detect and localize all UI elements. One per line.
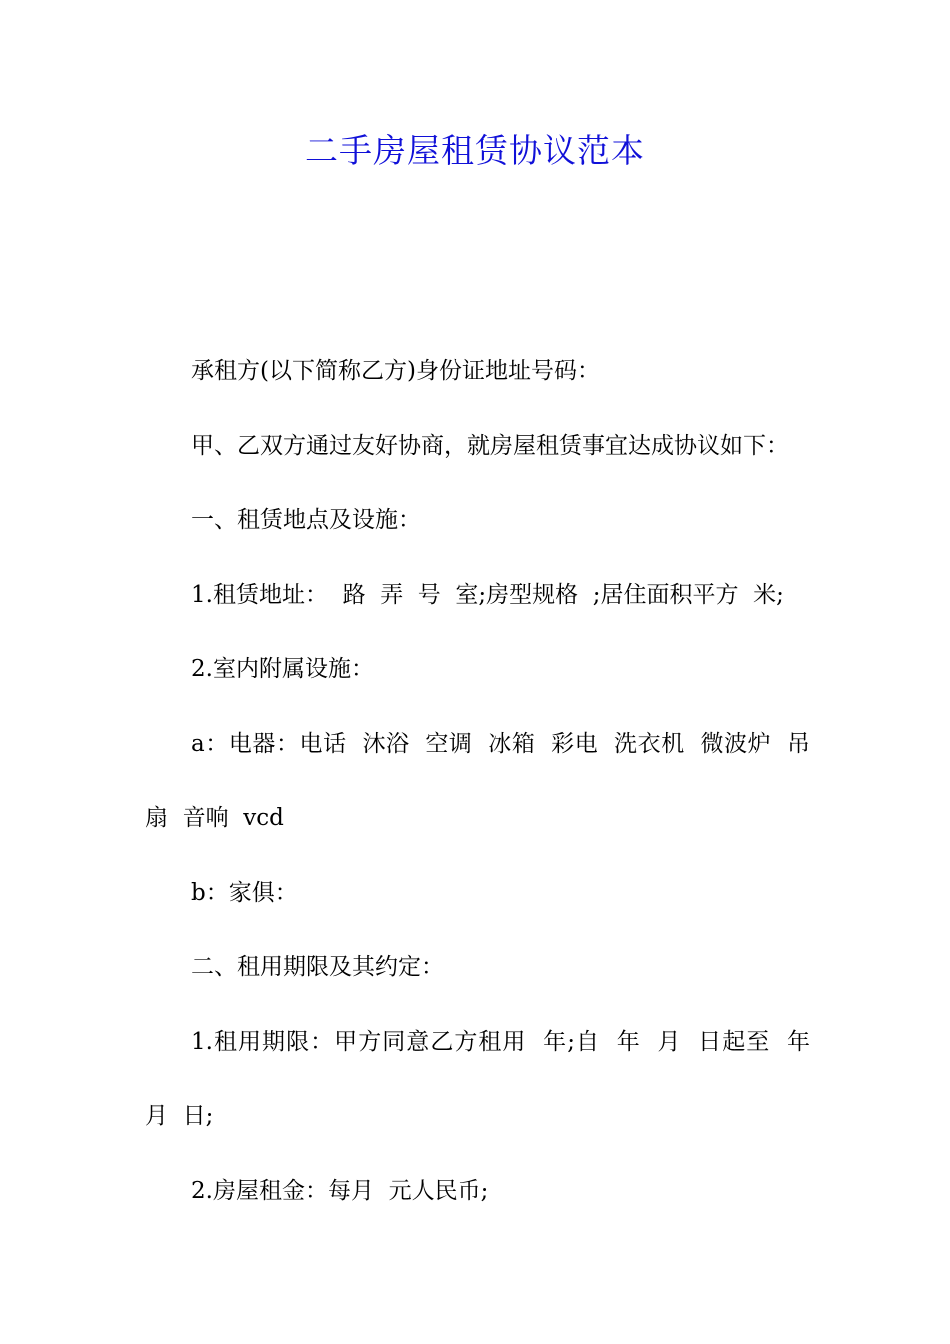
paragraph-lease-period: 1.租用期限：甲方同意乙方租用 年;自 年 月 日起至 年 月 日; [145, 1028, 825, 1129]
paragraph-furniture: b：家俱： [191, 879, 298, 906]
paragraph-agreement-intro: 甲、乙双方通过友好协商，就房屋租赁事宜达成协议如下： [191, 432, 789, 459]
paragraph-indoor-facilities: 2.室内附属设施： [191, 656, 374, 682]
paragraph-rental-address: 1.租赁地址： 路 弄 号 室;房型规格 ;居住面积平方 米; [191, 581, 784, 608]
paragraph-rent: 2.房屋租金：每月 元人民币; [191, 1177, 489, 1204]
document-body [145, 334, 825, 1228]
paragraph-appliances: a：电器：电话 沐浴 空调 冰箱 彩电 洗衣机 微波炉 吊扇 音响 vcd [145, 730, 810, 831]
section-heading-lease-term: 二、租用期限及其约定： [191, 954, 444, 980]
document-title: 二手房屋租赁协议范本 [305, 131, 645, 170]
paragraph-lessee-info: 承租方(以下简称乙方)身份证地址号码： [191, 358, 600, 384]
section-heading-location-facilities: 一、租赁地点及设施： [191, 507, 421, 533]
